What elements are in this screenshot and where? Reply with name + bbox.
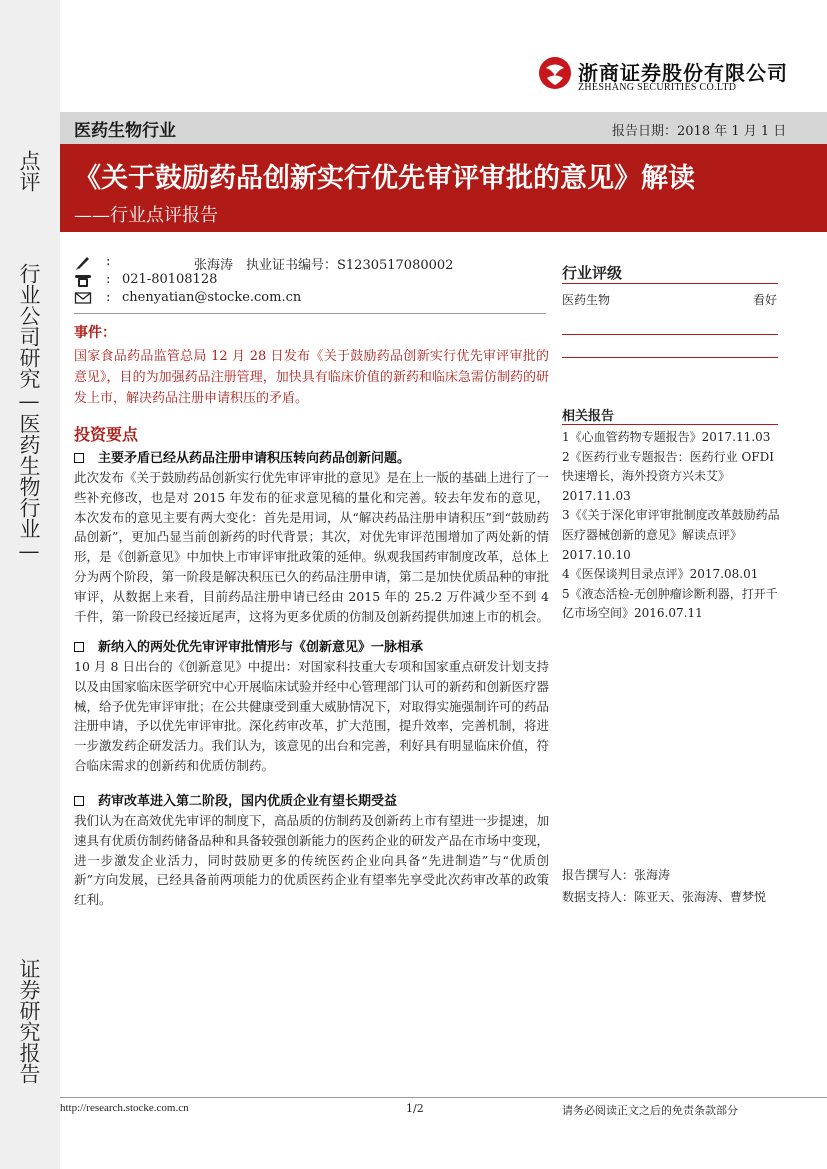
category-label: 医药生物行业 bbox=[74, 121, 176, 141]
mail-icon bbox=[74, 290, 92, 306]
side-label-report: 证券研究报告 bbox=[17, 958, 41, 1084]
related-list bbox=[562, 428, 780, 624]
related-item[interactable]: 1《心血管药物专题报告》2017.11.03 bbox=[562, 430, 771, 444]
report-subtitle: ——行业点评报告 bbox=[74, 205, 218, 226]
related-item[interactable]: 5《液态活检-无创肿瘤诊断利器，打开千亿市场空间》2016.07.11 bbox=[562, 586, 778, 621]
related-item[interactable]: 2《医药行业专题报告：医药行业 OFDI 快速增长，海外投资方兴未艾》2017.11.03 bbox=[562, 449, 774, 503]
rating-divider bbox=[562, 334, 778, 335]
related-divider bbox=[562, 424, 778, 425]
event-heading: 事件： bbox=[74, 325, 116, 341]
footer-url[interactable]: http://research.stocke.com.cn bbox=[60, 1102, 189, 1114]
company-name-cn: 浙商证券股份有限公司 bbox=[578, 61, 788, 85]
footer-divider bbox=[60, 1097, 827, 1098]
company-logo bbox=[538, 56, 788, 96]
bullet-box-icon bbox=[74, 453, 84, 463]
point-3-title: 药审改革进入第二阶段，国内优质企业有望长期受益 bbox=[74, 790, 397, 809]
pen-icon bbox=[74, 254, 92, 270]
related-item[interactable]: 3《《关于深化审评审批制度改革鼓励药品医疗器械创新的意见》解读点评》2017.10.10 bbox=[562, 508, 780, 562]
phone-icon bbox=[74, 272, 92, 288]
side-label-category: 行业公司研究—医药生物行业— bbox=[17, 263, 41, 563]
bullet-box-icon bbox=[74, 642, 84, 652]
rating-value: 看好 bbox=[753, 293, 778, 307]
author-email[interactable]: chenyatian@stocke.com.cn bbox=[122, 290, 302, 305]
report-title: 《关于鼓励药品创新实行优先审评审批的意见》解读 bbox=[74, 163, 695, 194]
point-1-title: 主要矛盾已经从药品注册申请积压转向药品创新问题。 bbox=[74, 447, 410, 466]
report-writer: 报告撰写人：张海涛 bbox=[562, 868, 671, 882]
company-name-en: ZHESHANG SECURITIES CO.LTD bbox=[578, 82, 737, 93]
related-item[interactable]: 4《医保谈判目录点评》2017.08.01 bbox=[562, 567, 759, 582]
author-phone: 021-80108128 bbox=[122, 272, 218, 287]
side-label-type: 点评 bbox=[17, 150, 41, 192]
point-1-text: 此次发布《关于鼓励药品创新实行优先审评审批的意见》是在上一版的基础上进行了一些补充修改，也是对 2015 年发布的征求意见稿的量化和完善。较去年发布的意见，本次发布的意见主要有两大变化：首先是用词，从“解决药品注册申请积压”到“鼓励药品创新”，更加凸显当前创新药的时代背景；其次，对优先审评范围增加了两处新的情形，是《创新意见》中加快上市审评审批政策的延伸。纵观我国药审制度改革，总体上分为两个阶段，第一阶段是解决积压已久的药品注册申请，第二是加快优质品种的审批审评，从数据上来看，目前药品注册申请已经由 2015 年的 25.2 万件减少至不到 4 千件，第一阶段已经接近尾声，这将为更多优质的仿制及创新药提供加速上市的机会。 bbox=[74, 470, 550, 624]
page-number: 1/2 bbox=[406, 1102, 424, 1115]
rating-divider bbox=[562, 357, 778, 358]
investment-heading: 投资要点 bbox=[74, 425, 139, 444]
disclaimer-note: 请务必阅读正文之后的免责条款部分 bbox=[562, 1104, 738, 1117]
logo-mark-icon bbox=[538, 56, 572, 90]
point-2-title: 新纳入的两处优先审评审批情形与《创新意见》一脉相承 bbox=[74, 636, 423, 655]
report-date: 报告日期：2018 年 1 月 1 日 bbox=[612, 124, 787, 139]
rating-divider bbox=[562, 283, 778, 284]
data-support: 数据支持人：陈亚天、张海涛、曹梦悦 bbox=[562, 890, 767, 904]
bullet-box-icon bbox=[74, 796, 84, 806]
related-heading: 相关报告 bbox=[562, 409, 615, 424]
rating-heading: 行业评级 bbox=[562, 264, 623, 282]
author-name: 张海涛 执业证书编号：S1230517080002 bbox=[194, 258, 454, 273]
point-2-text: 10 月 8 日出台的《创新意见》中提出：对国家科技重大专项和国家重点研发计划支持以及由国家临床医学研究中心开展临床试验并经中心管理部门认可的新药和创新医疗器械，给予优先审评审批；在公共健康受到重大威胁情况下，对取得实施强制许可的药品注册申请，予以优先审评审批。深化药审改革，扩大范围，提升效率，完善机制，将进一步激发药企研发活力。我们认为，该意见的出台和完善，利好具有明显临床价值，符合临床需求的创新药和优质仿制药。 bbox=[74, 659, 550, 773]
event-text: 国家食品药品监管总局 12 月 28 日发布《关于鼓励药品创新实行优先审评审批的意见》，目的为加强药品注册管理，加快具有临床价值的新药和临床急需仿制药的研发上市，解决药品注册申请积压的矛盾。 bbox=[74, 349, 549, 406]
author-divider bbox=[74, 313, 546, 314]
point-3-text: 我们认为在高效优先审评的制度下，高品质的仿制药及创新药上市有望进一步提速，加速具有优质仿制药储备品种和具备较强创新能力的医药企业的研发产品在市场中变现，进一步激发企业活力，同时鼓励更多的传统医药企业向具备“先进制造”与“优质创新”方向发展，已经具备前两项能力的优质医药企业有望率先享受此次药审改革的政策红利。 bbox=[74, 813, 550, 908]
rating-sector: 医药生物 bbox=[562, 293, 611, 307]
